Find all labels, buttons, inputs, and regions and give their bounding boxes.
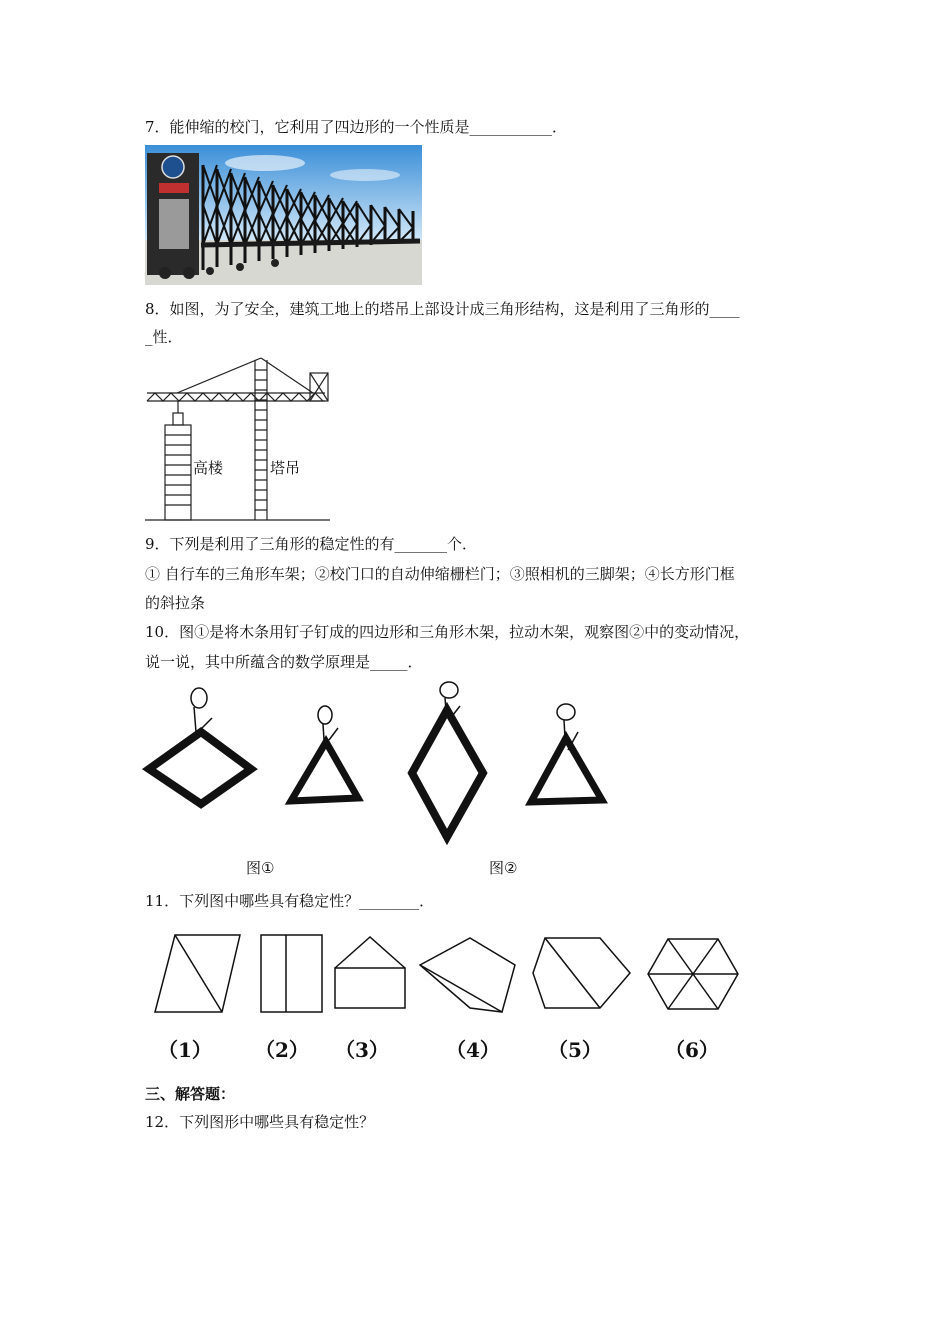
shape-label-5: （5） [548, 1038, 602, 1062]
figure-1-label: 图① [246, 859, 275, 877]
shapes-figure [150, 930, 750, 1020]
label-building: 高楼 [193, 459, 224, 477]
question-9-text-line3: 的斜拉条 [145, 594, 206, 612]
question-7-text: 7．能伸缩的校门，它利用了四边形的一个性质是___________． [145, 118, 568, 136]
retractable-gate-photo [145, 145, 422, 285]
section-3-title: 三、解答题： [145, 1085, 236, 1103]
question-12-text: 12．下列图形中哪些具有稳定性？ [145, 1113, 375, 1131]
question-11-text: 11．下列图中哪些具有稳定性？________． [145, 892, 435, 910]
figure-2-label: 图② [489, 859, 518, 877]
question-10-text-line2: 说一说，其中所蕴含的数学原理是_____． [145, 653, 423, 671]
question-8-text-line2: _性． [145, 328, 183, 346]
shape-label-6: （6） [665, 1038, 719, 1062]
wooden-frames-figure [140, 680, 620, 880]
question-10-text-line1: 10．图①是将木条用钉子钉成的四边形和三角形木架，拉动木架，观察图②中的变动情况， [145, 623, 750, 641]
shape-label-2: （2） [255, 1038, 309, 1062]
tower-crane-figure [145, 355, 335, 525]
shape-label-1: （1） [158, 1038, 212, 1062]
label-crane: 塔吊 [270, 459, 301, 477]
shape-label-3: （3） [335, 1038, 389, 1062]
shape-label-4: （4） [446, 1038, 500, 1062]
question-9-text-line2: ① 自行车的三角形车架；②校门口的自动伸缩栅栏门；③照相机的三脚架；④长方形门框 [145, 565, 735, 583]
question-8-text-line1: 8．如图，为了安全，建筑工地上的塔吊上部设计成三角形结构，这是利用了三角形的____ [145, 300, 740, 318]
question-9-text-line1: 9．下列是利用了三角形的稳定性的有_______个． [145, 535, 478, 553]
